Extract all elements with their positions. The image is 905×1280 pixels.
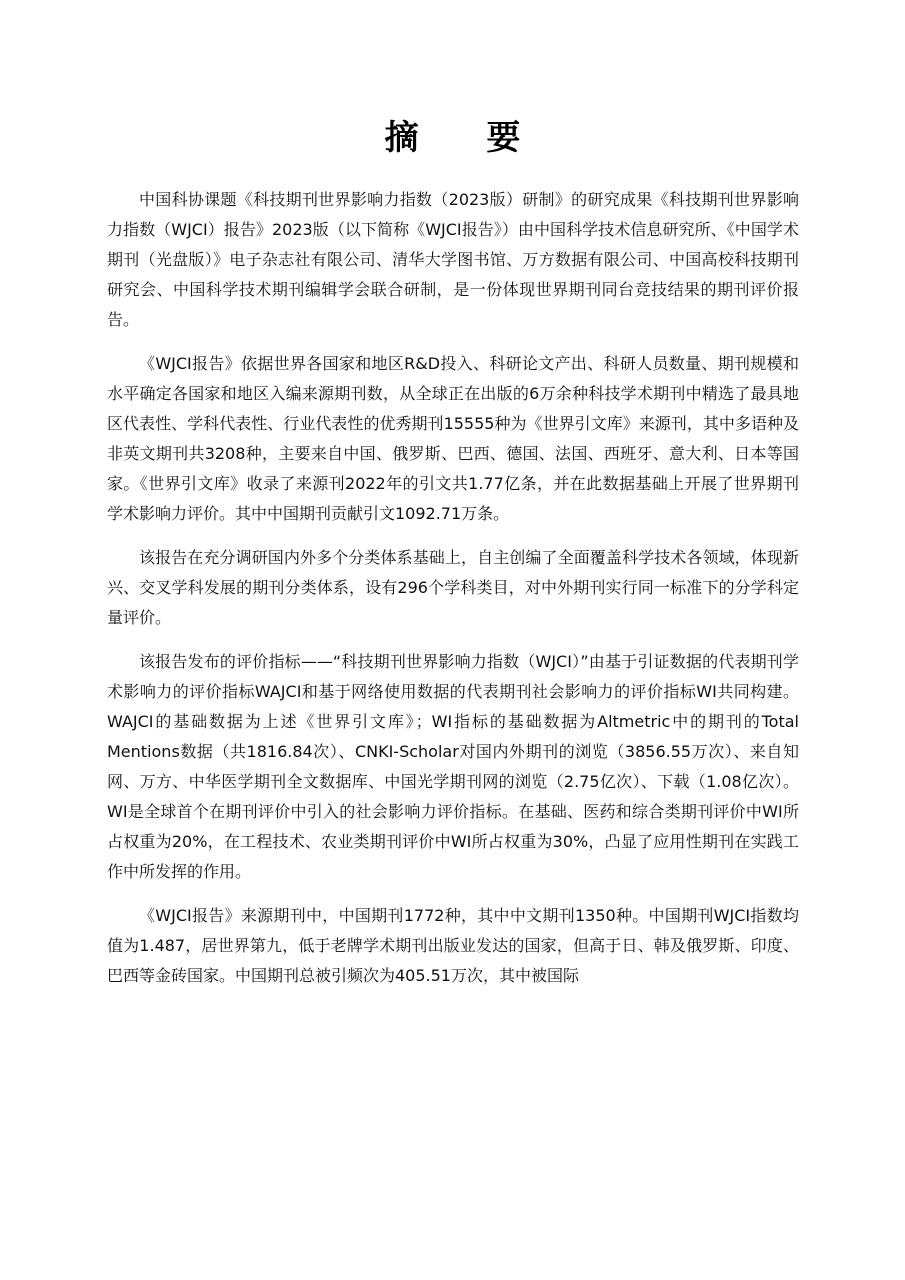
page-title: 摘 要	[384, 118, 549, 158]
paragraph-5: 《WJCI报告》来源期刊中，中国期刊1772种，其中中文期刊1350种。中国期刊WJCI指数均值为1.487，居世界第九，低于老牌学术期刊出版业发达的国家，但高于日、韩及俄罗斯、印度、巴西等金砖国家。中国期刊总被引频次为405.51万次，其中被国际	[107, 906, 799, 985]
paragraph-3: 该报告在充分调研国内外多个分类体系基础上，自主创编了全面覆盖科学技术各领域，体现新兴、交叉学科发展的期刊分类体系，设有296个学科类目，对中外期刊实行同一标准下的分学科定量评价。	[107, 548, 799, 627]
abstract-body	[107, 185, 799, 1005]
paragraph-2: 《WJCI报告》依据世界各国家和地区R&D投入、科研论文产出、科研人员数量、期刊规模和水平确定各国家和地区入编来源期刊数，从全球正在出版的6万余种科技学术期刊中精选了最具地区代表性、学科代表性、行业代表性的优秀期刊15555种为《世界引文库》来源刊，其中多语种及非英文期刊共3208种，主要来自中国、俄罗斯、巴西、德国、法国、西班牙、意大利、日本等国家。《世界引文库》收录了来源刊2022年的引文共1.77亿条，并在此数据基础上开展了世界期刊学术影响力评价。其中中国期刊贡献引文1092.71万条。	[107, 354, 799, 523]
paragraph-4: 该报告发布的评价指标——“科技期刊世界影响力指数（WJCI）”由基于引证数据的代表期刊学术影响力的评价指标WAJCI和基于网络使用数据的代表期刊社会影响力的评价指标WI共同构建。WAJCI的基础数据为上述《世界引文库》；WI指标的基础数据为Altmetric中的期刊的Total Mentions数据（共1816.84次）、CNKI-Scholar对国内外期刊的浏览（3856.55万次）、来自知网、万方、中华医学期刊全文数据库、中国光学期刊网的浏览（2.75亿次）、下载（1.08亿次）。WI是全球首个在期刊评价中引入的社会影响力评价指标。在基础、医药和综合类期刊评价中WI所占权重为20%，在工程技术、农业类期刊评价中WI所占权重为30%，凸显了应用性期刊在实践工作中所发挥的作用。	[107, 652, 799, 881]
paragraph-1: 中国科协课题《科技期刊世界影响力指数（2023版）研制》的研究成果《科技期刊世界影响力指数（WJCI）报告》2023版（以下简称《WJCI报告》）由中国科学技术信息研究所、《中国学术期刊（光盘版）》电子杂志社有限公司、清华大学图书馆、万方数据有限公司、中国高校科技期刊研究会、中国科学技术期刊编辑学会联合研制，是一份体现世界期刊同台竞技结果的期刊评价报告。	[107, 190, 799, 329]
